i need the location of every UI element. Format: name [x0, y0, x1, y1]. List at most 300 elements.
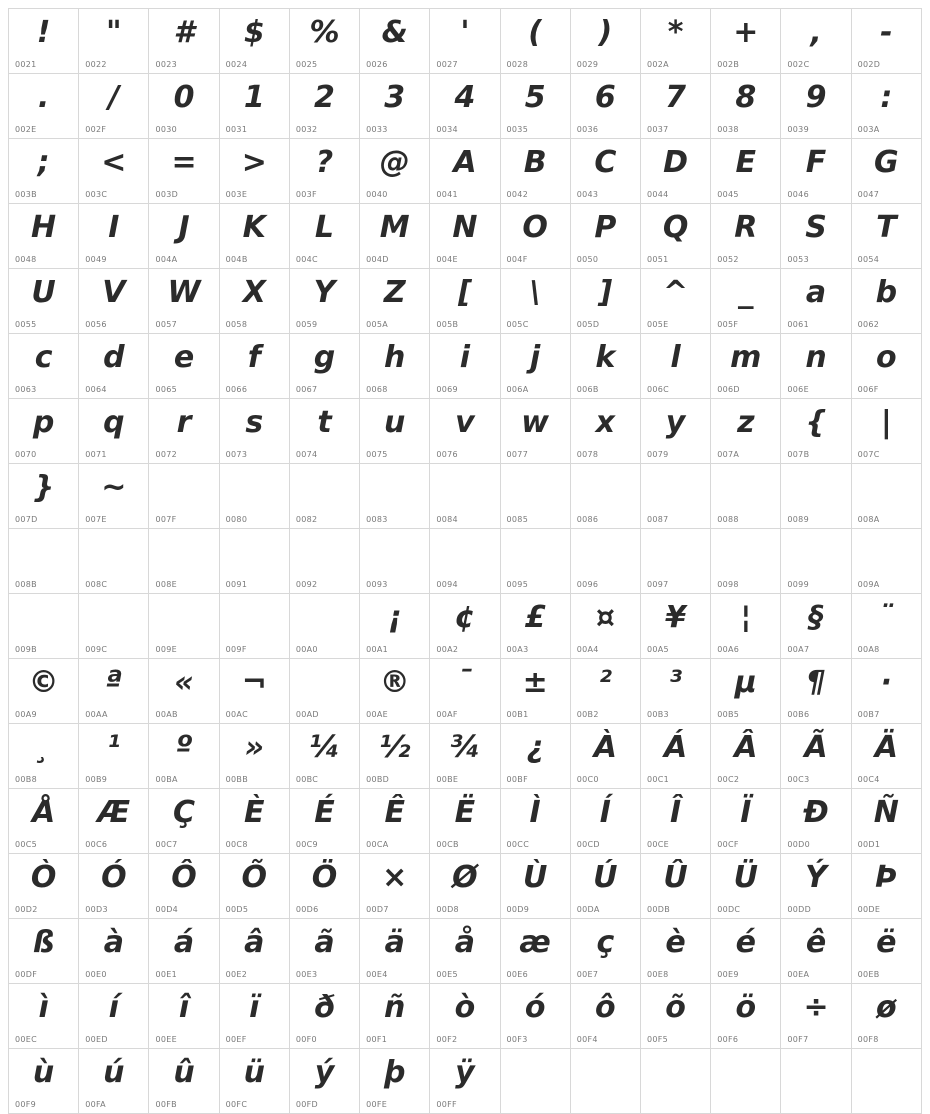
character-glyph: N — [452, 210, 478, 245]
character-glyph: 8 — [735, 80, 757, 115]
character-glyph: Ý — [805, 860, 827, 895]
character-glyph: ð — [314, 990, 335, 1025]
character-cell[interactable] — [570, 724, 640, 789]
character-cell[interactable] — [711, 139, 781, 204]
character-cell[interactable] — [781, 659, 851, 724]
character-cell[interactable] — [851, 724, 921, 789]
character-cell[interactable] — [219, 204, 289, 269]
character-cell[interactable] — [219, 1049, 289, 1114]
character-cell[interactable] — [289, 854, 359, 919]
character-code: 002C — [787, 60, 810, 69]
character-cell[interactable] — [430, 1049, 500, 1114]
character-cell[interactable] — [430, 204, 500, 269]
character-cell[interactable] — [9, 269, 79, 334]
character-cell[interactable] — [570, 204, 640, 269]
character-cell[interactable] — [149, 789, 219, 854]
character-cell[interactable] — [570, 9, 640, 74]
character-cell[interactable] — [781, 789, 851, 854]
character-glyph: ÿ — [455, 1055, 475, 1090]
character-cell[interactable] — [360, 724, 430, 789]
character-cell[interactable] — [360, 984, 430, 1049]
character-map-row — [9, 659, 922, 724]
character-cell[interactable] — [851, 139, 921, 204]
character-cell[interactable] — [149, 984, 219, 1049]
empty-cell — [781, 1049, 851, 1114]
character-cell[interactable] — [149, 399, 219, 464]
character-code: 008A — [857, 515, 880, 524]
character-cell[interactable] — [640, 139, 710, 204]
character-cell[interactable] — [360, 854, 430, 919]
character-cell[interactable] — [219, 724, 289, 789]
character-cell[interactable] — [79, 139, 149, 204]
character-glyph: C — [594, 145, 617, 180]
character-cell[interactable] — [781, 854, 851, 919]
character-cell[interactable] — [781, 919, 851, 984]
character-code: 002F — [85, 125, 107, 134]
character-glyph: | — [880, 405, 892, 440]
character-glyph: A — [453, 145, 477, 180]
character-glyph — [290, 598, 359, 638]
character-cell[interactable] — [640, 9, 710, 74]
character-code: 005B — [436, 320, 459, 329]
character-cell[interactable] — [430, 9, 500, 74]
character-code: 0088 — [717, 515, 739, 524]
character-code: 00B2 — [576, 710, 599, 719]
character-code: 00AE — [366, 710, 389, 719]
character-cell[interactable] — [360, 659, 430, 724]
character-cell[interactable] — [570, 984, 640, 1049]
character-cell[interactable] — [500, 74, 570, 139]
character-cell[interactable] — [570, 139, 640, 204]
character-cell[interactable] — [781, 74, 851, 139]
character-cell[interactable] — [640, 594, 710, 659]
character-cell[interactable] — [640, 464, 710, 529]
character-cell[interactable] — [640, 204, 710, 269]
character-cell[interactable] — [219, 74, 289, 139]
character-cell[interactable] — [500, 9, 570, 74]
character-cell[interactable] — [219, 659, 289, 724]
character-glyph: ~ — [101, 470, 127, 505]
character-cell[interactable] — [9, 724, 79, 789]
character-glyph: ; — [37, 145, 50, 180]
character-cell[interactable] — [289, 464, 359, 529]
character-cell[interactable] — [219, 919, 289, 984]
empty-cell — [711, 1049, 781, 1114]
character-cell[interactable] — [781, 269, 851, 334]
character-cell[interactable] — [500, 139, 570, 204]
character-glyph: m — [730, 340, 762, 375]
character-map-row — [9, 204, 922, 269]
character-cell[interactable] — [851, 659, 921, 724]
character-cell[interactable] — [781, 139, 851, 204]
character-cell[interactable] — [500, 334, 570, 399]
character-cell[interactable] — [640, 529, 710, 594]
character-cell[interactable] — [79, 9, 149, 74]
character-cell[interactable] — [289, 919, 359, 984]
character-cell[interactable] — [149, 529, 219, 594]
character-cell[interactable] — [79, 854, 149, 919]
character-code: 0057 — [155, 320, 177, 329]
character-glyph: } — [32, 470, 55, 505]
character-cell[interactable] — [149, 204, 219, 269]
character-cell[interactable] — [9, 334, 79, 399]
character-glyph — [430, 533, 499, 573]
character-cell[interactable] — [289, 74, 359, 139]
character-glyph: Ü — [733, 860, 758, 895]
character-glyph — [501, 533, 570, 573]
character-cell[interactable] — [851, 854, 921, 919]
character-glyph: ä — [384, 925, 405, 960]
character-cell[interactable] — [430, 74, 500, 139]
character-code: 00C6 — [85, 840, 108, 849]
character-cell[interactable] — [500, 919, 570, 984]
character-cell[interactable] — [9, 919, 79, 984]
character-cell[interactable] — [360, 139, 430, 204]
character-cell[interactable] — [9, 594, 79, 659]
character-code: 0024 — [225, 60, 248, 69]
character-glyph: ½ — [379, 730, 411, 765]
character-glyph — [149, 598, 218, 638]
character-cell[interactable] — [711, 74, 781, 139]
character-cell[interactable] — [289, 269, 359, 334]
character-cell[interactable] — [711, 204, 781, 269]
character-cell[interactable] — [500, 659, 570, 724]
character-cell[interactable] — [851, 74, 921, 139]
character-cell[interactable] — [9, 9, 79, 74]
character-cell[interactable] — [79, 399, 149, 464]
character-cell[interactable] — [219, 594, 289, 659]
character-cell[interactable] — [640, 984, 710, 1049]
character-cell[interactable] — [79, 789, 149, 854]
character-cell[interactable] — [570, 269, 640, 334]
character-code: 0037 — [646, 125, 669, 134]
character-cell[interactable] — [289, 9, 359, 74]
character-cell[interactable] — [219, 334, 289, 399]
character-cell[interactable] — [360, 269, 430, 334]
character-cell[interactable] — [360, 464, 430, 529]
character-cell[interactable] — [851, 269, 921, 334]
character-cell[interactable] — [79, 464, 149, 529]
character-cell[interactable] — [570, 334, 640, 399]
character-cell[interactable] — [9, 984, 79, 1049]
character-cell[interactable] — [289, 529, 359, 594]
character-cell[interactable] — [640, 789, 710, 854]
character-cell[interactable] — [9, 399, 79, 464]
character-cell[interactable] — [711, 529, 781, 594]
character-glyph: ¨ — [878, 600, 894, 635]
character-code: 00D8 — [436, 905, 459, 914]
character-cell[interactable] — [360, 789, 430, 854]
character-cell[interactable] — [851, 919, 921, 984]
character-cell[interactable] — [430, 984, 500, 1049]
character-cell[interactable] — [430, 919, 500, 984]
character-cell[interactable] — [430, 334, 500, 399]
character-cell[interactable] — [570, 74, 640, 139]
character-cell[interactable] — [360, 9, 430, 74]
character-cell[interactable] — [500, 399, 570, 464]
character-cell[interactable] — [219, 854, 289, 919]
character-glyph — [852, 533, 921, 573]
character-glyph: Õ — [241, 860, 268, 895]
character-cell[interactable] — [79, 1049, 149, 1114]
character-cell[interactable] — [640, 724, 710, 789]
character-cell[interactable] — [640, 399, 710, 464]
character-cell[interactable] — [781, 724, 851, 789]
character-cell[interactable] — [851, 789, 921, 854]
character-cell[interactable] — [289, 1049, 359, 1114]
character-cell[interactable] — [149, 659, 219, 724]
character-glyph: L — [314, 210, 335, 245]
character-glyph — [711, 468, 780, 508]
character-cell[interactable] — [79, 594, 149, 659]
character-map-row — [9, 724, 922, 789]
character-glyph: Ð — [803, 795, 829, 830]
character-cell[interactable] — [570, 789, 640, 854]
character-cell[interactable] — [570, 659, 640, 724]
character-cell[interactable] — [711, 269, 781, 334]
character-glyph — [852, 468, 921, 508]
character-cell[interactable] — [711, 334, 781, 399]
character-cell[interactable] — [289, 789, 359, 854]
character-cell[interactable] — [79, 724, 149, 789]
character-cell[interactable] — [711, 659, 781, 724]
character-cell[interactable] — [149, 1049, 219, 1114]
character-code: 00DE — [857, 905, 881, 914]
character-cell[interactable] — [149, 139, 219, 204]
character-cell[interactable] — [711, 919, 781, 984]
character-cell[interactable] — [500, 464, 570, 529]
character-cell[interactable] — [149, 269, 219, 334]
character-cell[interactable] — [360, 919, 430, 984]
character-cell[interactable] — [149, 9, 219, 74]
character-glyph: $ — [243, 15, 265, 50]
character-code: 00C7 — [155, 840, 178, 849]
character-cell[interactable] — [430, 529, 500, 594]
character-cell[interactable] — [500, 789, 570, 854]
character-code: 00D3 — [85, 905, 108, 914]
character-cell[interactable] — [430, 724, 500, 789]
character-cell[interactable] — [219, 9, 289, 74]
character-cell[interactable] — [79, 74, 149, 139]
character-cell[interactable] — [430, 139, 500, 204]
character-cell[interactable] — [500, 984, 570, 1049]
empty-cell — [851, 1049, 921, 1114]
character-cell[interactable] — [430, 269, 500, 334]
character-cell[interactable] — [781, 204, 851, 269]
character-glyph: Á — [663, 730, 688, 765]
character-glyph: \ — [529, 275, 541, 310]
character-glyph: T — [876, 210, 897, 245]
character-cell[interactable] — [430, 854, 500, 919]
character-cell[interactable] — [570, 464, 640, 529]
character-cell[interactable] — [289, 204, 359, 269]
character-cell[interactable] — [289, 399, 359, 464]
character-cell[interactable] — [781, 594, 851, 659]
character-cell[interactable] — [640, 854, 710, 919]
character-cell[interactable] — [79, 984, 149, 1049]
character-code: 00A5 — [646, 645, 669, 654]
character-cell[interactable] — [289, 594, 359, 659]
character-code: 00FC — [225, 1100, 248, 1109]
character-cell[interactable] — [360, 204, 430, 269]
character-cell[interactable] — [430, 399, 500, 464]
character-glyph: é — [735, 925, 756, 960]
character-glyph: + — [733, 15, 759, 50]
character-cell[interactable] — [360, 1049, 430, 1114]
character-glyph: Ï — [740, 795, 752, 830]
character-code: 0033 — [366, 125, 388, 134]
character-cell[interactable] — [781, 399, 851, 464]
character-code: 002B — [717, 60, 740, 69]
character-cell[interactable] — [289, 334, 359, 399]
character-cell[interactable] — [570, 854, 640, 919]
character-cell[interactable] — [500, 854, 570, 919]
character-cell[interactable] — [851, 529, 921, 594]
character-cell[interactable] — [570, 919, 640, 984]
character-glyph: þ — [383, 1055, 406, 1090]
character-cell[interactable] — [79, 204, 149, 269]
character-cell[interactable] — [570, 399, 640, 464]
character-cell[interactable] — [640, 269, 710, 334]
character-cell[interactable] — [289, 659, 359, 724]
character-cell[interactable] — [640, 919, 710, 984]
character-cell[interactable] — [219, 984, 289, 1049]
character-cell[interactable] — [360, 74, 430, 139]
character-cell[interactable] — [851, 204, 921, 269]
character-cell[interactable] — [711, 594, 781, 659]
character-cell[interactable] — [79, 334, 149, 399]
character-cell[interactable] — [500, 529, 570, 594]
character-cell[interactable] — [149, 854, 219, 919]
character-cell[interactable] — [9, 659, 79, 724]
character-cell[interactable] — [149, 724, 219, 789]
character-code: 00DD — [787, 905, 812, 914]
character-glyph: 1 — [243, 80, 265, 115]
character-cell[interactable] — [79, 919, 149, 984]
character-cell[interactable] — [781, 529, 851, 594]
character-cell[interactable] — [9, 1049, 79, 1114]
character-cell[interactable] — [711, 984, 781, 1049]
character-cell[interactable] — [360, 334, 430, 399]
character-code: 003F — [295, 190, 317, 199]
character-cell[interactable] — [9, 854, 79, 919]
character-cell[interactable] — [781, 9, 851, 74]
character-cell[interactable] — [851, 984, 921, 1049]
character-cell[interactable] — [289, 724, 359, 789]
character-cell[interactable] — [149, 919, 219, 984]
character-cell[interactable] — [711, 464, 781, 529]
character-cell[interactable] — [289, 984, 359, 1049]
character-cell[interactable] — [640, 74, 710, 139]
character-code: 008B — [15, 580, 37, 589]
character-cell[interactable] — [711, 724, 781, 789]
character-cell[interactable] — [430, 789, 500, 854]
character-cell[interactable] — [781, 464, 851, 529]
character-glyph: ó — [524, 990, 546, 1025]
character-cell[interactable] — [9, 529, 79, 594]
character-cell[interactable] — [219, 269, 289, 334]
character-cell[interactable] — [500, 724, 570, 789]
character-code: 00CC — [506, 840, 530, 849]
character-cell[interactable] — [851, 399, 921, 464]
character-cell[interactable] — [781, 334, 851, 399]
character-cell[interactable] — [711, 789, 781, 854]
character-cell[interactable] — [360, 594, 430, 659]
character-code: 00CA — [366, 840, 389, 849]
character-glyph: : — [880, 80, 893, 115]
character-code: 0082 — [295, 515, 318, 524]
character-cell[interactable] — [9, 789, 79, 854]
character-cell[interactable] — [9, 139, 79, 204]
character-cell[interactable] — [851, 594, 921, 659]
character-cell[interactable] — [79, 529, 149, 594]
character-cell[interactable] — [851, 9, 921, 74]
character-cell[interactable] — [149, 334, 219, 399]
character-cell[interactable] — [149, 594, 219, 659]
character-glyph: ¶ — [806, 665, 826, 700]
character-code: 0043 — [576, 190, 599, 199]
character-cell[interactable] — [79, 269, 149, 334]
character-cell[interactable] — [500, 204, 570, 269]
character-cell[interactable] — [149, 74, 219, 139]
character-cell[interactable] — [219, 529, 289, 594]
character-glyph: û — [173, 1055, 195, 1090]
character-cell[interactable] — [711, 854, 781, 919]
character-cell[interactable] — [149, 464, 219, 529]
character-code: 0045 — [717, 190, 739, 199]
character-cell[interactable] — [289, 139, 359, 204]
character-code: 00FF — [436, 1100, 457, 1109]
character-glyph: d — [103, 340, 125, 375]
character-cell[interactable] — [500, 269, 570, 334]
character-code: 0023 — [155, 60, 177, 69]
character-cell[interactable] — [430, 464, 500, 529]
character-cell[interactable] — [219, 399, 289, 464]
character-cell[interactable] — [851, 464, 921, 529]
character-cell[interactable] — [9, 74, 79, 139]
character-glyph: { — [805, 405, 827, 440]
character-code: 00EA — [787, 970, 810, 979]
character-cell[interactable] — [711, 399, 781, 464]
character-cell[interactable] — [79, 659, 149, 724]
character-cell[interactable] — [640, 659, 710, 724]
character-code: 0076 — [436, 450, 458, 459]
character-cell[interactable] — [219, 139, 289, 204]
character-cell[interactable] — [570, 594, 640, 659]
character-cell[interactable] — [640, 334, 710, 399]
character-cell[interactable] — [219, 464, 289, 529]
character-cell[interactable] — [360, 399, 430, 464]
character-cell[interactable] — [570, 529, 640, 594]
character-code: 00F1 — [366, 1035, 388, 1044]
character-glyph: ^ — [663, 275, 689, 310]
character-glyph: = — [171, 145, 197, 180]
character-cell[interactable] — [360, 529, 430, 594]
character-code: 00D6 — [295, 905, 319, 914]
character-cell[interactable] — [781, 984, 851, 1049]
character-glyph: M — [379, 210, 410, 245]
character-cell[interactable] — [430, 594, 500, 659]
character-cell[interactable] — [219, 789, 289, 854]
character-cell[interactable] — [851, 334, 921, 399]
character-code: 0056 — [85, 320, 107, 329]
character-cell[interactable] — [9, 464, 79, 529]
character-code: 003E — [225, 190, 248, 199]
character-cell[interactable] — [430, 659, 500, 724]
character-cell[interactable] — [500, 594, 570, 659]
character-cell[interactable] — [711, 9, 781, 74]
character-cell[interactable] — [9, 204, 79, 269]
